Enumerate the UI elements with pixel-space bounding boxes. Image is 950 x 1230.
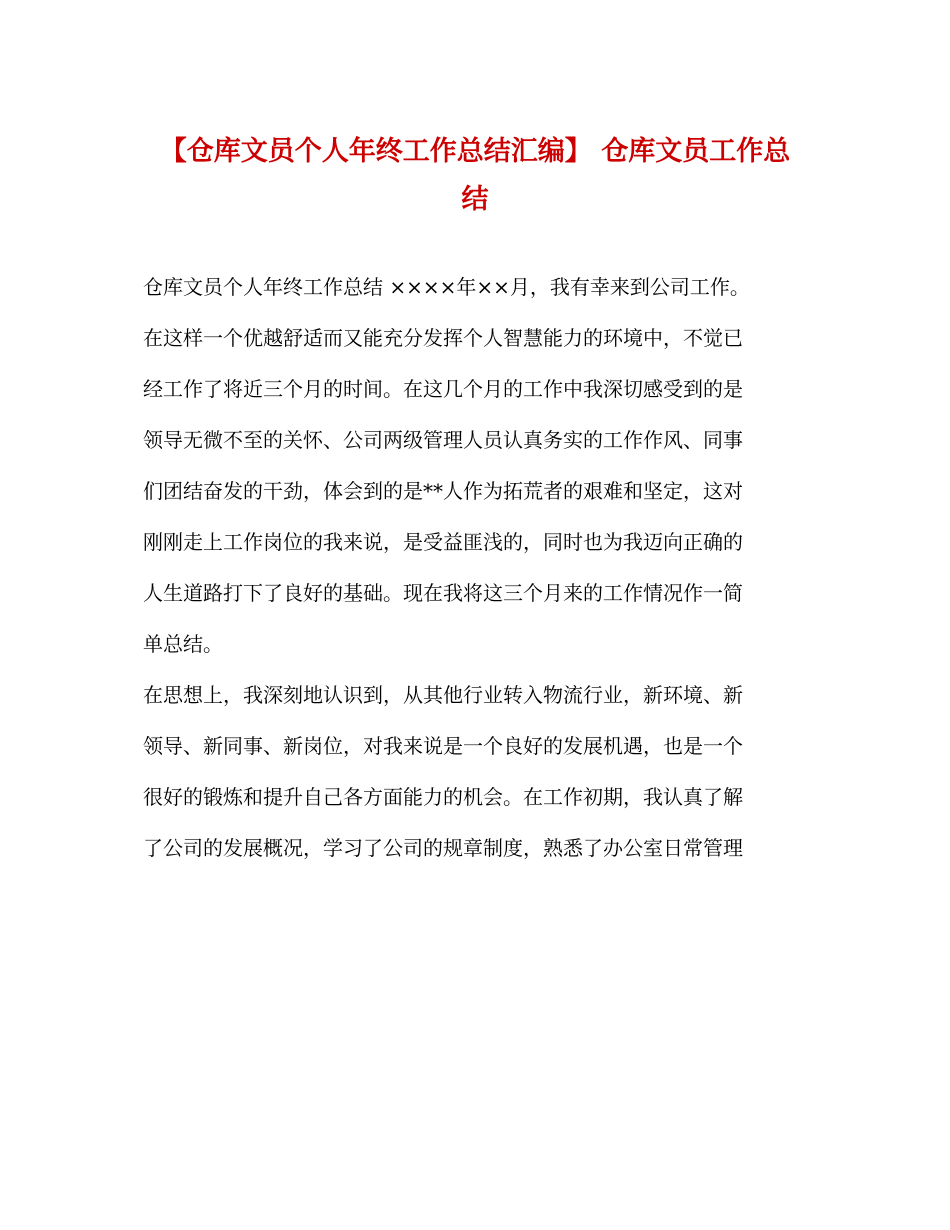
document-title-line-1: 【仓库文员个人年终工作总结汇编】 仓库文员工作总 <box>159 136 791 167</box>
text-line: 们团结奋发的干劲，体会到的是**人作为拓荒者的艰难和坚定，这对 <box>143 479 743 503</box>
document-body <box>143 262 833 874</box>
text-line: 刚刚走上工作岗位的我来说，是受益匪浅的，同时也为我迈向正确的 <box>143 530 743 554</box>
text-line: 在这样一个优越舒适而又能充分发挥个人智慧能力的环境中，不觉已 <box>143 326 743 350</box>
paragraph-thought <box>143 670 833 874</box>
text-line: 仓库文员个人年终工作总结 ××××年××月，我有幸来到公司工作。 <box>143 275 750 299</box>
text-line: 了公司的发展概况，学习了公司的规章制度，熟悉了办公室日常管理 <box>143 836 743 860</box>
paragraph-intro <box>143 262 833 670</box>
text-line: 在思想上，我深刻地认识到，从其他行业转入物流行业，新环境、新 <box>143 683 743 707</box>
text-line: 单总结。 <box>143 632 223 656</box>
text-line: 领导无微不至的关怀、公司两级管理人员认真务实的工作作风、同事 <box>143 428 743 452</box>
text-line: 领导、新同事、新岗位，对我来说是一个良好的发展机遇，也是一个 <box>143 734 743 758</box>
document-title <box>120 128 830 224</box>
document-title-line-2: 结 <box>461 184 489 215</box>
text-line: 很好的锻炼和提升自己各方面能力的机会。在工作初期，我认真了解 <box>143 785 743 809</box>
text-line: 经工作了将近三个月的时间。在这几个月的工作中我深切感受到的是 <box>143 377 743 401</box>
text-line: 人生道路打下了良好的基础。现在我将这三个月来的工作情况作一简 <box>143 581 743 605</box>
